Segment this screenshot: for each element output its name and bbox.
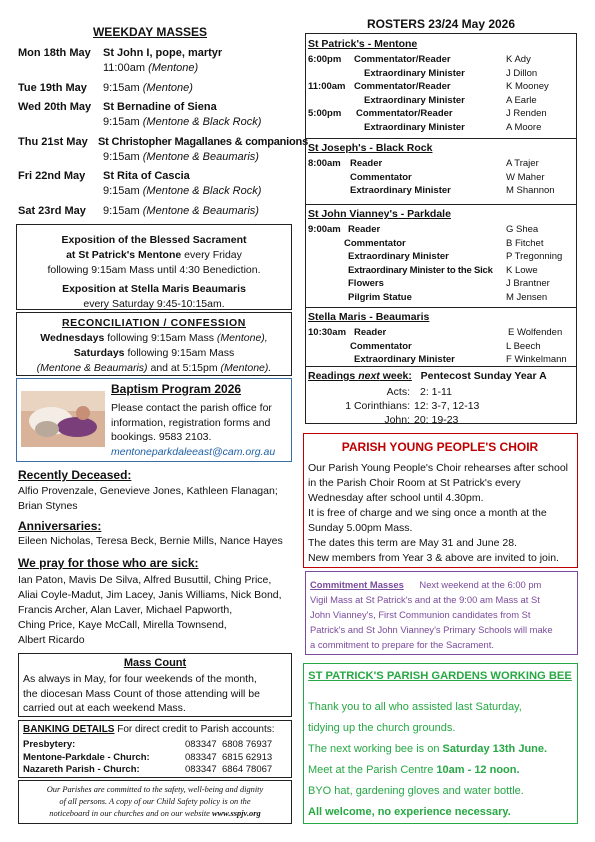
account-name: Mentone-Parkdale - Church: — [23, 751, 150, 763]
roster-row — [308, 291, 574, 305]
weekday-time — [103, 62, 198, 74]
weekday-time — [103, 116, 261, 128]
time: 9:15am — [103, 151, 140, 163]
roster-time: 11:00am — [308, 81, 346, 92]
roster-section — [308, 326, 574, 367]
working-bee-line — [308, 739, 547, 760]
roster-person: M Shannon — [506, 185, 555, 196]
working-bee-line — [308, 760, 547, 781]
reading-book: John: — [384, 414, 410, 426]
roster-person: K Lowe — [506, 264, 538, 276]
rosters-box — [305, 33, 577, 424]
roster-row — [308, 340, 574, 354]
roster-person: G Shea — [506, 224, 539, 235]
weekday-masses-title: WEEKDAY MASSES — [92, 25, 208, 39]
banking-box — [18, 720, 292, 778]
place: (Mentone & Beaumaris) — [142, 151, 259, 163]
day: Saturdays — [73, 347, 125, 359]
roster-section-title: St John Vianney's - Parkdale — [308, 208, 451, 220]
roster-row — [308, 107, 574, 121]
reconciliation-title: RECONCILIATION / CONFESSION — [61, 317, 246, 329]
exposition-location: at St Patrick's Mentone — [66, 249, 182, 261]
weekday-day: Thu 21st May — [18, 136, 88, 148]
safety-text: noticeboard in our churches and on our website — [49, 809, 212, 818]
reading-row — [306, 413, 576, 427]
roster-row — [308, 67, 574, 81]
commitment-line: a commitment to prepare for the Sacrament. — [310, 639, 494, 650]
exposition-line: Exposition of the Blessed Sacrament — [61, 234, 247, 246]
weekday-day: Fri 22nd May — [18, 170, 86, 182]
choir-title: PARISH YOUNG PEOPLE'S CHOIR — [341, 440, 539, 454]
exposition-line: Exposition at Stella Maris Beaumaris — [62, 283, 246, 295]
weekday-day: Mon 18th May — [18, 47, 91, 59]
roster-row — [308, 94, 574, 108]
roster-role: Reader — [354, 327, 387, 338]
bsb: 083347 — [185, 739, 217, 750]
roster-person: J Dillon — [506, 67, 538, 79]
roster-person: B Fitchet — [506, 237, 544, 249]
baptism-title: Baptism Program 2026 — [111, 382, 242, 396]
safety-line — [19, 808, 291, 820]
time: 9:15am — [103, 185, 140, 197]
choir-line: in the Parish Choir Room at St Patrick's every — [308, 477, 521, 489]
roster-row — [308, 80, 574, 94]
baptism-line: bookings. 9583 2103. — [111, 431, 212, 443]
baptism-email-link[interactable]: mentoneparkdaleeast@cam.org.au — [111, 445, 276, 458]
roster-time: 10:30am — [308, 327, 347, 338]
working-bee-time: 10am - 12 noon. — [436, 764, 520, 776]
roster-time: 6:00pm — [308, 54, 342, 65]
working-bee-text: The next working bee is on — [308, 743, 443, 755]
weekday-time — [103, 205, 259, 217]
account-number — [185, 739, 272, 752]
roster-person: J Brantner — [506, 278, 550, 289]
account: 6815 62913 — [221, 751, 273, 763]
account-name: Nazareth Parish - Church: — [23, 764, 140, 775]
choir-box — [303, 433, 578, 568]
reading-ref: 20: 19-23 — [414, 414, 459, 426]
roster-row — [308, 250, 574, 264]
roster-divider — [306, 307, 576, 308]
bsb: 083347 — [185, 764, 217, 775]
readings-label: week: — [379, 370, 412, 382]
roster-row — [308, 264, 574, 278]
choir-line: Wednesday after school until 4.30pm. — [308, 492, 484, 504]
roster-role: Extraordinary Minister — [350, 185, 451, 196]
choir-line: It is free of charge and we sing once a month at the — [308, 507, 547, 519]
sick-title: We pray for those who are sick: — [18, 556, 199, 570]
account-name: Presbytery: — [23, 739, 76, 750]
roster-time: 9:00am — [308, 224, 341, 235]
time: 9:15am — [103, 82, 140, 94]
choir-line: New members from Year 3 & above are invited to join. — [308, 552, 559, 564]
roster-section-title: Stella Maris - Beaumaris — [308, 311, 430, 323]
banking-header — [23, 724, 275, 735]
roster-role: Extraordinary Minister — [364, 121, 465, 133]
roster-person: A Trajer — [506, 158, 539, 169]
weekday-saint: St Christopher Magallanes & companions — [98, 136, 308, 148]
time: 9:15am — [103, 116, 140, 128]
safety-box — [18, 780, 292, 824]
detail: and at 5:15pm — [147, 362, 221, 374]
roster-role: Commentator — [344, 237, 406, 249]
roster-row — [308, 277, 574, 291]
roster-person: K Mooney — [506, 81, 549, 92]
choir-line: Sunday 5.00pm Mass. — [308, 522, 413, 534]
baptism-line: information, registration forms and — [111, 416, 271, 429]
banking-numbers — [185, 739, 272, 777]
commitment-title: Commitment Masses — [310, 579, 404, 590]
roster-divider — [306, 138, 576, 139]
roster-role: Extraordinary Minister — [354, 354, 455, 365]
mass-count-box — [18, 653, 292, 717]
mass-count-line: the diocesan Mass Count of those attending will be — [23, 687, 260, 700]
rosters-title: ROSTERS 23/24 May 2026 — [366, 17, 516, 31]
exposition-box — [16, 224, 292, 310]
working-bee-line: tidying up the church grounds. — [308, 722, 456, 734]
account-number — [185, 764, 272, 777]
commitment-body: Next weekend at the 6:00 pm — [419, 579, 542, 590]
place: (Mentone) — [148, 62, 199, 74]
choir-line: Our Parish Young People's Choir rehearses after school — [308, 462, 568, 474]
roster-person: M Jensen — [506, 291, 548, 303]
detail: following 9:15am Mass — [104, 332, 217, 344]
account: 6864 78067 — [221, 764, 273, 775]
roster-role: Reader — [348, 224, 381, 235]
sick-names: Francis Archer, Alan Laver, Michael Papworth, — [18, 604, 233, 616]
sick-names: Ian Paton, Mavis De Silva, Alfred Busuttil, Ching Price, — [18, 574, 272, 586]
roster-section-title: St Joseph's - Black Rock — [308, 142, 433, 154]
commitment-line: John Vianney's, First Communion candidates from St — [310, 609, 531, 620]
roster-person: W Maher — [506, 171, 545, 183]
roster-section-title: St Patrick's - Mentone — [308, 38, 418, 50]
website-link[interactable]: www.sspjv.org — [211, 809, 261, 818]
weekday-time — [103, 151, 259, 163]
account: 6808 76937 — [221, 739, 273, 750]
reading-ref: 2: 1-11 — [420, 386, 452, 398]
mass-count-title: Mass Count — [123, 657, 187, 669]
deceased-title: Recently Deceased: — [18, 468, 132, 482]
roster-role: Extraordinary Minister — [348, 251, 449, 262]
roster-person: P Tregonning — [506, 251, 563, 262]
working-bee-line: Thank you to all who assisted last Saturday, — [308, 701, 522, 713]
choir-line: The dates this term are May 31 and June 28. — [308, 537, 517, 549]
readings-list — [306, 385, 576, 427]
readings-title: Pentecost Sunday Year A — [420, 370, 547, 382]
deceased-names: Brian Stynes — [18, 500, 78, 512]
commitment-line: Patrick's and St John Vianney's Primary Schools will make — [310, 624, 553, 635]
weekday-day: Wed 20th May — [18, 101, 92, 113]
roster-person: J Renden — [506, 108, 547, 119]
safety-line: Our Parishes are committed to the safety, well-being and dignity — [46, 785, 264, 794]
reconciliation-line — [17, 361, 291, 376]
roster-row — [308, 53, 574, 67]
commitment-line — [310, 577, 574, 592]
readings-header — [308, 370, 547, 382]
readings-label: Readings — [308, 370, 359, 382]
roster-role: Commentator — [350, 171, 412, 183]
place: (Mentone). — [220, 362, 272, 374]
anniversaries-title: Anniversaries: — [18, 519, 102, 533]
exposition-line: every Saturday 9:45-10:15am. — [83, 298, 225, 310]
roster-row — [308, 237, 574, 251]
time: 11:00am — [103, 62, 145, 74]
working-bee-box — [303, 663, 578, 824]
mass-count-line: carried out at each weekend Mass. — [23, 702, 186, 714]
bsb: 083347 — [185, 751, 217, 763]
baptism-photo — [21, 391, 105, 447]
weekday-saint: St Rita of Cascia — [103, 170, 190, 182]
exposition-frequency: every Friday — [181, 249, 242, 261]
commitment-box — [305, 571, 578, 655]
reading-row — [306, 385, 576, 399]
place: (Mentone & Black Rock) — [142, 185, 262, 197]
roster-row — [308, 157, 574, 171]
roster-role: Commentator — [350, 340, 412, 352]
roster-person: K Ady — [506, 54, 531, 65]
sick-names: Albert Ricardo — [18, 634, 85, 646]
exposition-line: following 9:15am Mass until 4:30 Benediction. — [47, 264, 261, 276]
roster-person: E Wolfenden — [508, 327, 563, 338]
banking-title: BANKING DETAILS — [23, 724, 115, 735]
commitment-line: Vigil Mass at St Patrick's and at the 9:00 am Mass at St — [310, 594, 540, 605]
weekday-day: Tue 19th May — [18, 82, 87, 94]
exposition-line — [17, 248, 291, 263]
roster-role: Flowers — [348, 278, 384, 289]
detail: following 9:15am Mass — [124, 347, 235, 359]
roster-divider — [306, 366, 576, 367]
roster-time: 5:00pm — [308, 108, 342, 119]
readings-label: next — [358, 370, 380, 382]
roster-person: A Earle — [506, 94, 537, 106]
reconciliation-line — [17, 346, 291, 361]
roster-row — [308, 184, 574, 198]
reconciliation-box — [16, 312, 292, 376]
reading-row — [306, 399, 576, 413]
roster-role: Extraordinary Minister — [364, 94, 465, 106]
roster-section — [308, 223, 574, 304]
roster-role: Extraordinary Minister — [364, 67, 465, 79]
sick-names: Aliai Coyle-Madut, Jim Lacey, Janis Williams, Nick Bond, — [18, 589, 282, 601]
baptism-line: Please contact the parish office for — [111, 402, 272, 414]
deceased-names: Alfio Provenzale, Genevieve Jones, Kathleen Flanagan; — [18, 485, 278, 497]
weekday-day: Sat 23rd May — [18, 205, 86, 217]
roster-role: Reader — [350, 158, 383, 169]
roster-row — [308, 353, 574, 367]
roster-role: Commentator/Reader — [354, 81, 451, 92]
working-bee-text: Meet at the Parish Centre — [308, 764, 437, 776]
roster-row — [308, 223, 574, 237]
roster-section — [308, 53, 574, 134]
weekday-time — [103, 82, 193, 94]
place: (Mentone & Beaumaris) — [36, 362, 148, 374]
roster-person: A Moore — [506, 121, 542, 133]
working-bee-line: BYO hat, gardening gloves and water bottle. — [308, 785, 524, 797]
roster-person: F Winkelmann — [506, 354, 567, 365]
roster-row — [308, 121, 574, 135]
sick-names: Ching Price, Kaye McCall, Mirella Townsend, — [18, 619, 227, 631]
day: Wednesdays — [40, 332, 105, 344]
weekday-time — [103, 185, 261, 197]
roster-person: L Beech — [506, 340, 541, 352]
reading-book: 1 Corinthians: — [345, 400, 410, 412]
working-bee-date: Saturday 13th June. — [442, 743, 548, 755]
time: 9:15am — [103, 205, 140, 217]
working-bee-title: ST PATRICK'S PARISH GARDENS WORKING BEE — [308, 670, 572, 682]
banking-subtitle: For direct credit to Parish accounts: — [114, 724, 275, 735]
weekday-saint: St John I, pope, martyr — [103, 47, 223, 59]
reconciliation-line — [17, 331, 291, 346]
account-number — [185, 752, 272, 765]
roster-role: Commentator/Reader — [354, 54, 451, 65]
safety-line: of all persons. A copy of our Child Safety policy is on the — [59, 797, 251, 806]
weekday-saint: St Bernadine of Siena — [103, 101, 217, 113]
working-bee-line: All welcome, no experience necessary. — [308, 806, 511, 818]
place: (Mentone), — [216, 332, 268, 344]
roster-divider — [306, 204, 576, 205]
place: (Mentone) — [142, 82, 193, 94]
place: (Mentone & Beaumaris) — [142, 205, 259, 217]
reading-ref: 12: 3-7, 12-13 — [414, 400, 480, 412]
roster-time: 8:00am — [308, 158, 341, 169]
anniversaries-names: Eileen Nicholas, Teresa Beck, Bernie Mills, Nance Hayes — [18, 535, 283, 547]
place: (Mentone & Black Rock) — [142, 116, 262, 128]
banking-names — [23, 739, 150, 777]
roster-role: Pilgrim Statue — [348, 291, 412, 303]
roster-role: Commentator/Reader — [356, 108, 453, 119]
commitment-text — [310, 577, 574, 652]
reading-book: Acts: — [386, 386, 410, 398]
roster-role: Extraordinary Minister to the Sick — [348, 264, 493, 276]
roster-row — [308, 326, 574, 340]
mass-count-line: As always in May, for four weekends of the month, — [23, 673, 257, 685]
roster-section — [308, 157, 574, 198]
baptism-box — [16, 378, 292, 462]
roster-row — [308, 171, 574, 185]
